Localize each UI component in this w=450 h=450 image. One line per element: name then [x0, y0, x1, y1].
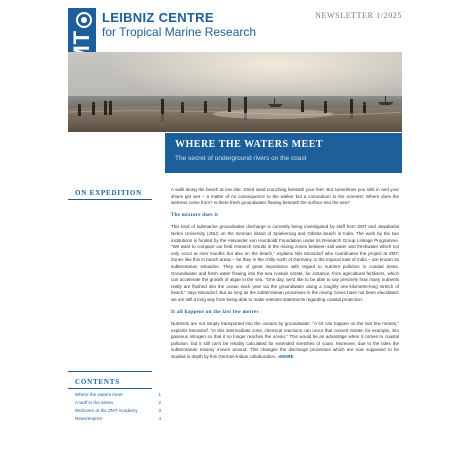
- org-name: LEIBNIZ CENTRE: [102, 10, 214, 25]
- article-body: [171, 187, 399, 367]
- feature-headline-band: [165, 133, 402, 173]
- section-divider: [68, 199, 152, 200]
- contents-list: [75, 391, 161, 423]
- contents-item-title: Welcome at the ZMT Academy: [75, 408, 138, 413]
- article-subheading: It all happens on the last few metres: [171, 309, 259, 315]
- zmt-logo-icon: [76, 12, 92, 28]
- more-link[interactable]: »MORE: [277, 354, 294, 360]
- contents-divider-top: [68, 371, 152, 372]
- article-paragraph-text: Nutrients are not simply transported into the oceans by groundwater. "A lot can happen on the last few metres," explains Moosdorf. "In this intermediate zone, chemical reactions can occur that convert nitrate, for example, into gaseous nitrogen so that it no longer reaches the ocean." This would be an advantage when it comes to coastal pollution, but it still can't be reliably calculated for extended stretches of coast. Moreover, due to the tides the subterranean estuary moves around. This changes the discharge processes which are now supposed to be studied in depth by this German-Indian collaboration.: [171, 321, 399, 360]
- contents-title: CONTENTS: [75, 378, 120, 386]
- newsletter-issue: NEWSLETTER 1/2025: [315, 11, 402, 20]
- contents-item-page: 3: [158, 408, 161, 413]
- contents-item-title: News/Imprint: [75, 416, 102, 421]
- contents-item-page: 4: [158, 416, 161, 421]
- contents-item[interactable]: [75, 415, 161, 423]
- article-paragraph: [171, 321, 399, 361]
- feature-headline: WHERE THE WATERS MEET: [175, 139, 324, 150]
- section-label: ON EXPEDITION: [75, 189, 142, 197]
- contents-item-title: A wolf in the arena: [75, 400, 113, 405]
- contents-divider: [68, 388, 152, 389]
- article-subheading: The mixture does it: [171, 212, 219, 218]
- contents-item-page: 2: [158, 400, 161, 405]
- beach-photo: [68, 52, 402, 132]
- feature-subhead: The secret of underground rivers on the coast: [175, 155, 307, 162]
- contents-item[interactable]: [75, 391, 161, 399]
- contents-item[interactable]: [75, 407, 161, 415]
- contents-item-page: 1: [158, 392, 161, 397]
- contents-item[interactable]: [75, 399, 161, 407]
- contents-item-title: Where the waters meet: [75, 392, 123, 397]
- article-intro: A walk along the beach at low tide. Dried sand crunching beneath your feet. But sometimes you sink in and your shoes get wet – a matter of no consequence to the walker but a conundrum to the scientist: Where does the wetness come from? Is there fresh groundwater flowing beneath the surface into the sea?: [171, 187, 399, 206]
- org-tagline: for Tropical Marine Research: [102, 25, 257, 39]
- article-paragraph: This kind of submarine groundwater discharge is currently being investigated by staff from ZMT and Jawaharlal Nehru University (JNU) on the German island of Spiekeroog and Odisha beach in India. The work by the two institutions is funded by the Alexander von Humboldt Foundation under its Research Group Linkage Programme. "We want to compare our field research results in the mixing zones between salt water and freshwater which not only occur at river mouths but also on the beach," explains Nils Moosdorf who coordinates the project at ZMT. Zones like this in beach areas – be they in the chilly north of Germany or the tropical east of India – are known as subterranean estuaries. They are of great importance with regard to nutrient pollution in coastal areas. Groundwater and fresh water flowing into the sea contain nitrate, for instance, from agricultural fertilisers, which can accelerate the growth of algae in the sea. "One day, we'd like to be able to say precisely how many nutrients really are flushed into the ocean each year via the groundwater along a roughly one-kilometre-long stretch of beach," says Moosdorf. But as long as the subterranean processes in the mixing zones have not been elucidated, we are still a long way from being able to make relevant statements regarding coastal protection.: [171, 224, 399, 302]
